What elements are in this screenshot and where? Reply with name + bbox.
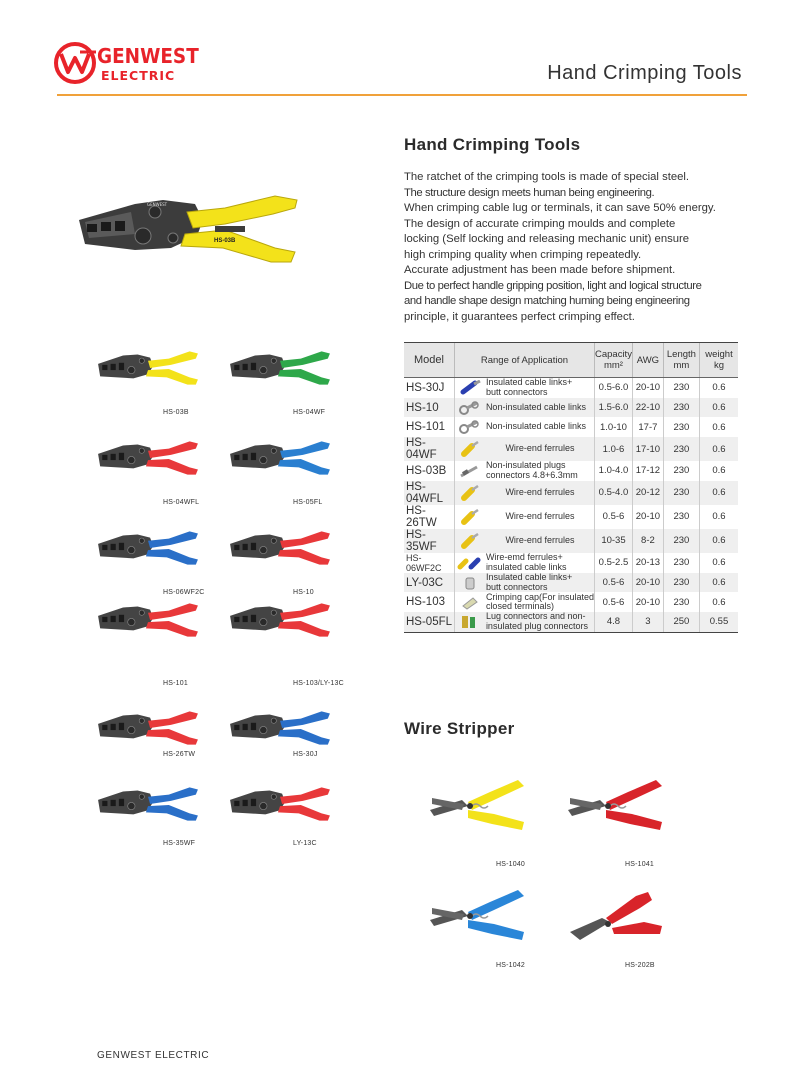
hero-tool-label: HS-03B bbox=[214, 238, 236, 244]
application-text: Wire-end ferrules bbox=[505, 443, 575, 454]
crimping-tool-image bbox=[96, 528, 200, 568]
crimping-tool-label: HS-101 bbox=[163, 680, 188, 687]
application-text: Non-insulated cable links bbox=[485, 421, 586, 432]
cell-capacity: 1.0-10 bbox=[594, 417, 632, 437]
cell-weight: 0.6 bbox=[699, 378, 738, 398]
crimping-tool-image bbox=[96, 600, 200, 640]
cell-capacity: 0.5-6 bbox=[594, 592, 632, 612]
header-divider bbox=[57, 94, 747, 96]
header-weight: weight kg bbox=[699, 343, 738, 378]
cell-awg: 17-10 bbox=[632, 437, 663, 461]
wire-stripper-image bbox=[428, 776, 528, 840]
table-row bbox=[404, 417, 738, 437]
non-insulated-link-icon bbox=[457, 400, 483, 416]
wire-stripper-label: HS-1040 bbox=[496, 861, 526, 868]
insulated-terminal-icon bbox=[457, 380, 483, 396]
crimping-tool-label: HS-04WF bbox=[293, 409, 326, 416]
cell-application bbox=[454, 573, 594, 593]
table-row bbox=[404, 505, 738, 529]
cell-capacity: 1.5-6.0 bbox=[594, 398, 632, 418]
table-row bbox=[404, 592, 738, 612]
application-text: Insulated cable links+ bbox=[485, 572, 573, 583]
application-text: closed terminals) bbox=[485, 601, 554, 612]
cell-weight: 0.6 bbox=[699, 461, 738, 481]
stripper-section-title: Wire Stripper bbox=[404, 719, 515, 738]
ferrule-icon bbox=[457, 441, 483, 457]
cell-model: LY-03C bbox=[404, 573, 454, 593]
cell-awg: 20-12 bbox=[632, 481, 663, 505]
cell-application bbox=[454, 592, 594, 612]
description-line: The ratchet of the crimping tools is made of special steel. bbox=[404, 171, 690, 183]
cell-model: HS-103 bbox=[406, 596, 445, 609]
header-capacity: Capacity mm² bbox=[594, 343, 632, 378]
application-text: Wire-end ferrules bbox=[505, 535, 575, 545]
crimping-tool-image bbox=[228, 438, 332, 478]
brand-name: GENWEST bbox=[97, 44, 199, 68]
table-row bbox=[404, 398, 738, 418]
cell-weight: 0.6 bbox=[699, 505, 738, 529]
application-text: butt connectors bbox=[485, 581, 548, 592]
description-line: high crimping quality when crimping repeatedly. bbox=[404, 248, 642, 261]
non-insulated-link-icon bbox=[457, 419, 483, 435]
cell-length: 230 bbox=[663, 573, 699, 593]
cell-capacity: 0.5-6.0 bbox=[594, 378, 632, 398]
description-line: principle, it guarantees perfect crimping effect. bbox=[404, 310, 635, 323]
description-line: When crimping cable lug or terminals, it can save 50% energy. bbox=[404, 202, 716, 214]
cell-awg: 20-10 bbox=[632, 573, 663, 593]
cell-model: HS-06WF2C bbox=[406, 552, 442, 573]
application-text: Insulated cable links+ bbox=[485, 377, 573, 388]
cell-length: 230 bbox=[663, 505, 699, 529]
application-text: Lug connectors and non- bbox=[485, 611, 586, 622]
cell-capacity: 0.5-6 bbox=[594, 505, 632, 529]
crimping-tool-label: HS-30J bbox=[293, 751, 318, 758]
cell-awg: 20-10 bbox=[632, 505, 663, 529]
brand-sub: ELECTRIC bbox=[101, 68, 176, 83]
application-text: Wire-emd ferrules+ bbox=[485, 552, 563, 563]
cell-capacity: 4.8 bbox=[594, 612, 632, 632]
table-row bbox=[404, 573, 738, 593]
plug-connector-icon bbox=[457, 463, 483, 479]
cell-weight: 0.55 bbox=[699, 612, 738, 632]
cell-weight: 0.6 bbox=[699, 592, 738, 612]
crimping-tool-image bbox=[96, 784, 200, 824]
cell-length: 230 bbox=[663, 417, 699, 437]
crimping-cap-icon bbox=[457, 594, 483, 610]
description-line: Due to perfect handle gripping position, light and logical structure bbox=[404, 279, 702, 292]
cell-model: HS-04WFL bbox=[404, 481, 454, 505]
application-text: Non-insulated cable links bbox=[485, 401, 586, 412]
cell-weight: 0.6 bbox=[699, 573, 738, 593]
crimping-tool-image bbox=[96, 708, 200, 748]
cell-length: 230 bbox=[663, 437, 699, 461]
header-length: Length mm bbox=[663, 343, 699, 378]
cell-length: 230 bbox=[663, 529, 699, 553]
cell-application bbox=[454, 612, 594, 632]
cell-length: 230 bbox=[663, 592, 699, 612]
crimping-tool-image bbox=[228, 528, 332, 568]
table-row bbox=[404, 378, 738, 398]
cell-capacity: 0.5-6 bbox=[594, 573, 632, 593]
table-row bbox=[404, 481, 738, 505]
ferrule-icon bbox=[457, 485, 483, 501]
cell-awg: 8-2 bbox=[632, 529, 663, 553]
description-line: The design of accurate crimping moulds and complete bbox=[404, 217, 676, 230]
application-text: Wire-end ferrules bbox=[505, 487, 575, 497]
crimping-tool-label: HS-05FL bbox=[293, 499, 323, 506]
cell-application bbox=[454, 437, 594, 461]
crimping-tool-image bbox=[228, 348, 332, 388]
lug-connector-icon bbox=[457, 614, 483, 630]
wire-stripper-image bbox=[428, 886, 528, 950]
cell-application bbox=[454, 505, 594, 529]
application-text: Wire-end ferrules bbox=[505, 511, 575, 521]
application-text: insulated plug connectors bbox=[485, 620, 589, 631]
cell-application bbox=[454, 529, 594, 553]
cell-model: HS-30J bbox=[406, 381, 445, 394]
crimping-tool-label: LY-13C bbox=[293, 840, 317, 847]
crimping-tool-label: HS-10 bbox=[293, 589, 314, 596]
cell-model: HS-101 bbox=[406, 421, 445, 434]
crimping-tool-label: HS-26TW bbox=[163, 751, 196, 758]
cell-length: 230 bbox=[663, 481, 699, 505]
cell-application bbox=[454, 553, 594, 573]
crimping-tool-label: HS-04WFL bbox=[163, 499, 200, 506]
cell-weight: 0.6 bbox=[699, 553, 738, 573]
cell-awg: 20-13 bbox=[632, 553, 663, 573]
crimping-tool-image bbox=[228, 600, 332, 640]
cell-weight: 0.6 bbox=[699, 417, 738, 437]
cell-capacity: 1.0-4.0 bbox=[594, 461, 632, 481]
cell-application bbox=[454, 378, 594, 398]
cell-awg: 3 bbox=[632, 612, 663, 632]
crimping-tool-label: HS-03B bbox=[163, 409, 189, 416]
crimping-tool-label: HS-06WF2C bbox=[163, 589, 205, 596]
description-line: The structure design meets human being engineering. bbox=[404, 186, 655, 199]
application-text: butt connectors bbox=[485, 386, 548, 397]
wire-stripper-label: HS-202B bbox=[625, 962, 655, 969]
cell-length: 230 bbox=[663, 553, 699, 573]
cell-length: 230 bbox=[663, 398, 699, 418]
cell-length: 230 bbox=[663, 461, 699, 481]
cell-weight: 0.6 bbox=[699, 529, 738, 553]
table-row bbox=[404, 529, 738, 553]
cell-weight: 0.6 bbox=[699, 437, 738, 461]
footer-text: GENWEST ELECTRIC bbox=[97, 1050, 210, 1061]
crimping-tool-image bbox=[228, 708, 332, 748]
table-header-row bbox=[404, 343, 738, 378]
table-row bbox=[404, 612, 738, 632]
crimping-tool-label: HS-35WF bbox=[163, 840, 196, 847]
crimping-description bbox=[404, 170, 724, 325]
crimping-tool-image bbox=[96, 438, 200, 478]
ferrule-icon bbox=[457, 509, 483, 525]
crimping-tool-label: HS-103/LY-13C bbox=[293, 680, 344, 687]
header-model: Model bbox=[404, 343, 454, 378]
cell-model: HS-03B bbox=[406, 464, 447, 477]
description-line: Accurate adjustment has been made before shipment. bbox=[404, 264, 676, 276]
wire-stripper-label: HS-1042 bbox=[496, 962, 526, 969]
cell-model: HS-04WF bbox=[404, 437, 454, 461]
cell-awg: 20-10 bbox=[632, 378, 663, 398]
crimping-tool-image bbox=[228, 784, 332, 824]
table-row bbox=[404, 553, 738, 573]
crimping-section-title: Hand Crimping Tools bbox=[404, 135, 581, 154]
cell-capacity: 1.0-6 bbox=[594, 437, 632, 461]
cell-model: HS-26TW bbox=[406, 504, 437, 529]
cell-awg: 17-7 bbox=[632, 417, 663, 437]
cell-model: HS-05FL bbox=[404, 612, 454, 632]
wire-stripper-image bbox=[566, 776, 666, 840]
cell-model: HS-10 bbox=[404, 398, 454, 418]
cell-length: 230 bbox=[663, 378, 699, 398]
cell-application bbox=[454, 417, 594, 437]
spec-table bbox=[404, 342, 738, 633]
description-line: locking (Self locking and releasing mechanic unit) ensure bbox=[404, 233, 690, 245]
cell-application bbox=[454, 481, 594, 505]
genwest-logo-icon bbox=[52, 40, 100, 86]
application-text: insulated cable links bbox=[485, 561, 567, 572]
cell-awg: 20-10 bbox=[632, 592, 663, 612]
hero-crimping-tool-image bbox=[75, 190, 305, 270]
ferrule-icon bbox=[457, 533, 483, 549]
cell-weight: 0.6 bbox=[699, 481, 738, 505]
ferrule-terminal-icon bbox=[457, 555, 483, 571]
cell-capacity: 0.5-4.0 bbox=[594, 481, 632, 505]
application-text: Crimping cap(For insulated bbox=[485, 591, 594, 602]
header-range: Range of Application bbox=[454, 343, 594, 378]
cell-weight: 0.6 bbox=[699, 398, 738, 418]
wire-stripper-label: HS-1041 bbox=[625, 861, 655, 868]
cell-model: HS-35WF bbox=[404, 529, 454, 553]
application-text: Non-insulated plugs bbox=[485, 460, 566, 471]
table-row bbox=[404, 461, 738, 481]
cell-awg: 17-12 bbox=[632, 461, 663, 481]
butt-connector-icon bbox=[457, 575, 483, 591]
cell-length: 250 bbox=[663, 612, 699, 632]
svg-text:GENWEST: GENWEST bbox=[147, 202, 168, 207]
cell-application bbox=[454, 461, 594, 481]
cell-awg: 22-10 bbox=[632, 398, 663, 418]
application-text: connectors 4.8+6.3mm bbox=[485, 469, 578, 480]
header-awg: AWG bbox=[632, 343, 663, 378]
page-title: Hand Crimping Tools bbox=[547, 62, 742, 84]
description-line: and handle shape design matching huming being engineering bbox=[404, 295, 690, 307]
cell-capacity: 10-35 bbox=[594, 529, 632, 553]
crimping-tool-image bbox=[96, 348, 200, 388]
cell-capacity: 0.5-2.5 bbox=[594, 553, 632, 573]
cell-application bbox=[454, 398, 594, 418]
table-row bbox=[404, 437, 738, 461]
wire-stripper-image bbox=[566, 886, 666, 950]
